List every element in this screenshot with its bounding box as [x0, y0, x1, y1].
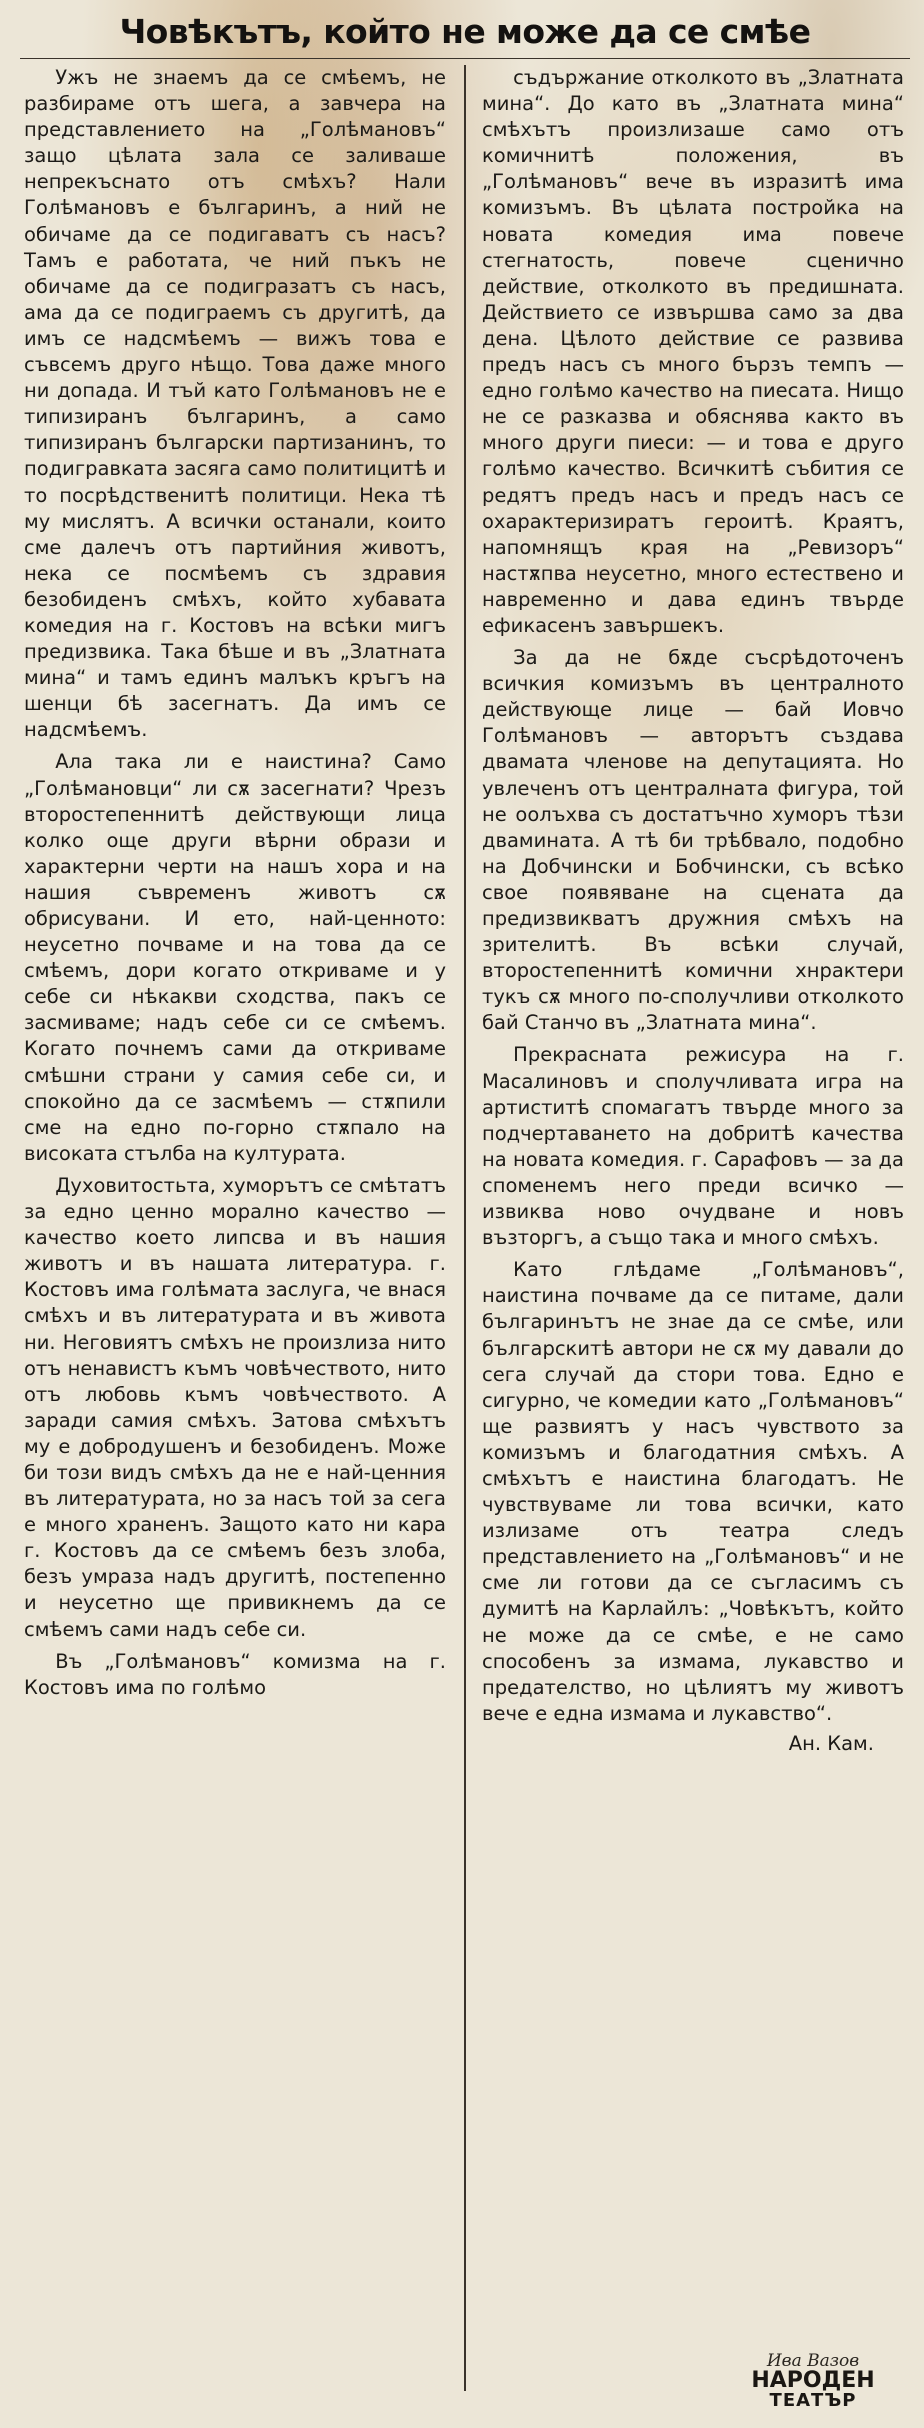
- stamp-line-1: НАРОДЕН: [751, 2368, 875, 2393]
- column-right: [478, 65, 910, 2395]
- paragraph: съдържание отколкото въ „Златната мина“. До като въ „Златната мина“ смѣхътъ произлизаше само отъ комичнитѣ положения, въ „Голѣмановъ“ вече въ изразитѣ има комизъмъ. Въ цѣлата постройка на новата комедия има повече стегнатость, повече сценично действие, отколкото въ предишната. Действието се извършва само за два дена. Цѣлото действие се развива предъ насъ съ много бързъ темпъ — едно голѣмо качество на пиесата. Нищо не се разказва и обяснява както въ много други пиеси: — и това е друго голѣмо качество. Всичкитѣ събития се редятъ предъ насъ и предъ насъ се охарактеризиратъ героитѣ. Краятъ, напомнящъ края на „Ревизоръ“ настѫпва неусетно, много естествено и навременно и дава единъ твърде ефикасенъ завършекъ.: [481, 66, 904, 637]
- stamp-script-signature: Ива Вазов: [766, 2351, 860, 2371]
- author-signature: Ан. Кам.: [788, 1731, 874, 1755]
- paragraph: Въ „Голѣмановъ“ комизма на г. Костовъ има по голѣмо: [24, 1649, 446, 1699]
- paragraph: Ужъ не знаемъ да се смѣемъ, не разбираме отъ шега, а завчера на представлението на „Голѣмановъ“ защо цѣлата зала се заливаше непрекъснато отъ смѣхъ? Нали Голѣмановъ е българинъ, а ний не обичаме да се подигаватъ съ насъ? Тамъ е работата, че ний пъкъ не обичаме да се подигразатъ съ насъ, ама да се подиграемъ съ другитѣ, да имъ се надсмѣемъ — вижъ това е съвсемъ друго нѣщо. Това даже много ни допада. И тъй като Голѣмановъ не е типизиранъ българинъ, а само типизиранъ български партизанинъ, то подигравката засяга само политицитѣ и то посрѣдственитѣ политици. Нека тѣ му мислятъ. А всички останали, които сме далечъ отъ партийния животъ, нека се посмѣемъ съ здравия безобиденъ смѣхъ, който хубавата комедия на г. Костовъ на всѣки мигъ предизвика. Така бѣше и въ „Златната мина“ и тамъ единъ малъкъ кръгъ на шенци бѣ засегнатъ. Да имъ се надсмѣемъ.: [24, 66, 446, 742]
- paragraph: Ала така ли е наистина? Само „Голѣмановци“ ли сѫ засегнати? Чрезъ второстепеннитѣ действующи лица колко още други вѣрни образи и характерни черти на нашъ хора и на нашия съвременъ животъ сѫ обрисувани. И ето, най-ценното: неусетно почваме и на това да се смѣемъ, дори когато откриваме и у себе си нѣкакви сходства, пакъ се засмиваме; надъ себе си се смѣемъ. Когато почнемъ сами да откриваме смѣшни страни у самия себе си, и спокойно да се засмѣемъ — стѫпили сме на едно по-горно стѫпало на високата стълба на културата.: [24, 750, 446, 1165]
- column-left: [20, 65, 452, 2395]
- headline-rule: [20, 58, 910, 59]
- article-body: [20, 65, 910, 2395]
- paragraph: За да не бѫде съсрѣдоточенъ всичкия комизъмъ въ централното действующе лице — бай Иовчо Голѣмановъ — авторътъ създава двамата членове на депутацията. Но увлеченъ отъ централната фигура, той не оолъхва съ достатъчно хуморъ тѣзи двамината. А тѣ би трѣбвало, подобно на Добчински и Бобчински, съ всѣко свое появяване на сцената да предизвикватъ дружния смѣхъ на зрителитѣ. Въ всѣки случай, второстепеннитѣ комични хнрактери тукъ сѫ много по-сполучливи отколкото бай Станчо въ „Златната мина“.: [481, 646, 904, 1035]
- national-theatre-stamp: [738, 2352, 888, 2412]
- article-headline: Човѣкътъ, който не може да се смѣе: [119, 12, 811, 51]
- column-divider: [464, 65, 466, 2391]
- paragraph: Като глѣдаме „Голѣмановъ“, наистина почваме да се питаме, дали българинътъ не знае да се смѣе, или българскитѣ автори не сѫ му давали до сега случай да стори това. Едно е сигурно, че комедии като „Голѣмановъ“ ще развиятъ у насъ чувството за комизъмъ и благодатния смѣхъ. А смѣхътъ е наистина благодатъ. Не чувствуваме ли това всички, като излизаме отъ театра следъ представлението на „Голѣмановъ“ и не сме ли готови да се съгласимъ съ думитѣ на Карлайлъ: „Човѣкътъ, който не може да се смѣе, е не само способенъ за измама, лукавство и предателство, но цѣлиятъ му животъ вече е една измама и лукавство“.: [481, 1258, 904, 1725]
- paragraph: Прекрасната режисура на г. Масалиновъ и сполучливата игра на артиститѣ спомагатъ твърде много за подчертаването на добритѣ качества на новата комедия. г. Сарафовъ — за да споменемъ него преди всичко — извиква ново очудване и новъ възторгъ, а също така и много смѣхъ.: [481, 1043, 904, 1250]
- paragraph: Духовитостьта, хуморътъ се смѣтатъ за едно ценно морално качество — качество което липсва и въ нашия животъ и въ нашата литература. г. Костовъ има голѣмата заслуга, че внася смѣхъ и въ литературата и въ живота ни. Неговиятъ смѣхъ не произлиза нито отъ ненавистъ къмъ човѣчеството, нито отъ любовь къмъ човѣчеството. А заради самия смѣхъ. Затова смѣхътъ му е добродушенъ и безобиденъ. Може би този видъ смѣхъ да не е най-ценния въ литературата, но за насъ той за сега е много храненъ. Защото като ни кара г. Костовъ да се смѣемъ безъ злоба, безъ умраза надъ другитѣ, постепенно и неусетно ще привикнемъ да се смѣемъ сами надъ себе си.: [24, 1173, 446, 1641]
- stamp-line-2: ТЕАТЪР: [769, 2390, 857, 2411]
